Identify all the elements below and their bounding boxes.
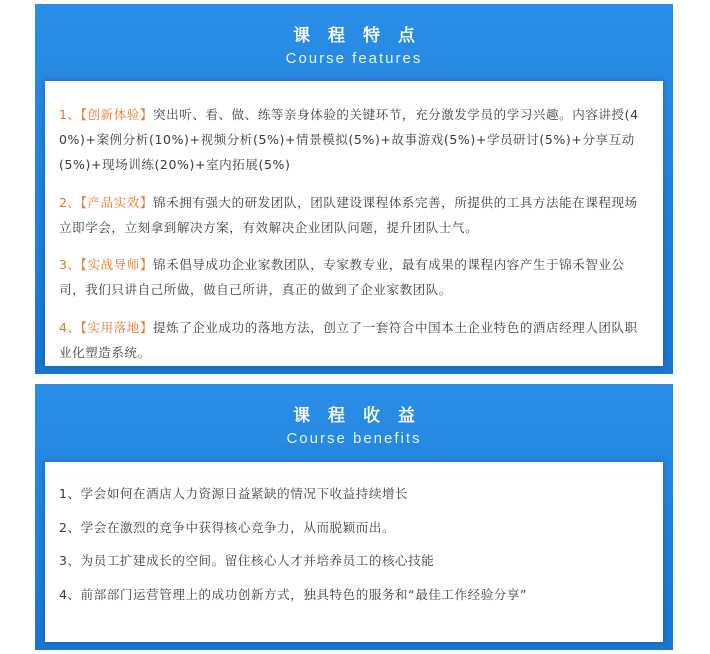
course-benefits-panel [35,384,673,650]
benefit-item-3: 3、为员工扩建成长的空间。留住核心人才并培养员工的核心技能 [59,553,435,568]
course-features-subtitle: Course features [285,50,423,67]
feature-number: 1、 [59,107,81,122]
benefit-item-4: 4、前部部门运营管理上的成功创新方式，独具特色的服务和“最佳工作经验分享” [59,586,528,602]
feature-tag: 【产品实效】 [80,194,154,210]
feature-item-2 [59,190,649,240]
benefit-item-2: 2、学会在激烈的竞争中获得核心竞争力，从而脱颖而出。 [59,519,396,535]
course-features-panel [35,4,673,374]
feature-text: 锦禾拥有强大的研发团队，团队建设课程体系完善，所提供的工具方法能在课程现场立即学会，立刻拿到解决方案，有效解决企业团队问题，提升团队士气。 [59,194,638,235]
course-features-card [45,81,663,366]
feature-item-1 [59,102,649,177]
course-benefits-card [45,462,663,642]
feature-tag: 【实用落地】 [80,319,154,335]
feature-text: 锦禾倡导成功企业家教团队，专家教专业，最有成果的课程内容产生于锦禾智业公司，我们只讲自己所做，做自己所讲，真正的做到了企业家教团队。 [59,257,625,297]
feature-number: 3、 [59,257,81,272]
feature-text: 提炼了企业成功的落地方法，创立了一套符合中国本土企业特色的酒店经理人团队职业化塑造系统。 [59,319,638,360]
course-benefits-header [35,384,673,447]
feature-item-3 [59,252,649,302]
feature-tag: 【实战导师】 [80,257,154,272]
course-features-title: 课 程 特 点 [293,26,421,46]
benefit-item-1: 1、学会如何在酒店人力资源日益紧缺的情况下收益持续增长 [59,486,409,501]
feature-number: 4、 [59,319,81,335]
feature-tag: 【创新体验】 [80,107,154,122]
feature-item-4 [59,315,649,365]
course-benefits-subtitle: Course benefits [286,430,422,447]
course-features-header [35,4,673,67]
feature-text: 突出听、看、做、练等亲身体验的关键环节，充分激发学员的学习兴趣。内容讲授(40%)+案例分析(10%)+视频分析(5%)+情景模拟(5%)+故事游戏(5%)+学员研讨(5%)+分享互动(5%)+现场训练(20%)+室内拓展(5%) [59,107,639,172]
course-benefits-title: 课 程 收 益 [293,406,421,426]
feature-number: 2、 [59,194,81,210]
